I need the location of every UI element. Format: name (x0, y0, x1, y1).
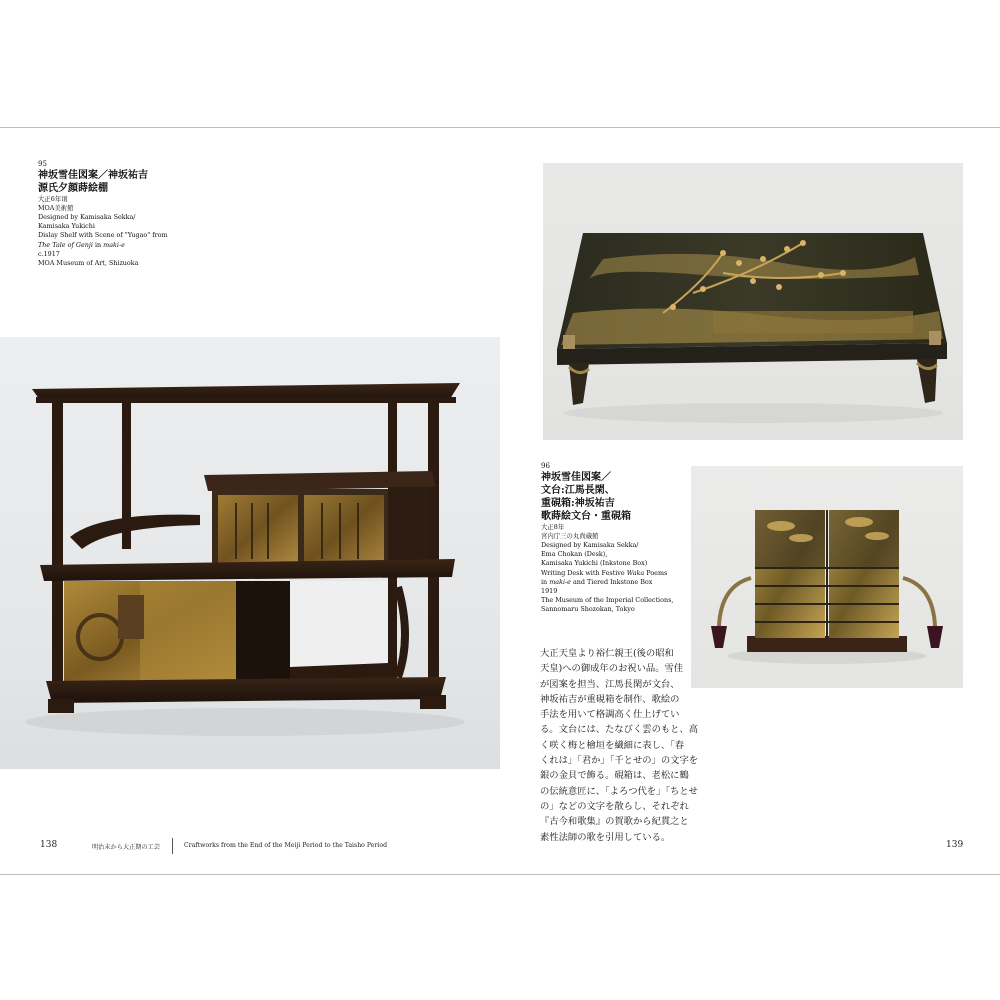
designer-line1: Designed by Kamisaka Sekka/ (38, 213, 136, 222)
body-line: 素性法師の歌を引用している。 (540, 831, 671, 843)
body-line: の」などの文字を散らし、それぞれ (540, 800, 689, 812)
inkstone-box-photo (691, 466, 963, 688)
body-line: く咲く梅と檜垣を繊細に表し、「春 (540, 739, 685, 751)
title-en-line1: Dislay Shelf with Scene of "Yugao" from (38, 231, 168, 240)
body-line: 神坂祐吉が重硯箱を制作、歌絵の (540, 693, 680, 705)
title-jp-line4: 歌蒔絵文台・重硯箱 (541, 511, 631, 523)
writing-desk-illustration (543, 163, 963, 440)
left-page-number: 138 (40, 840, 58, 850)
owner-jp: MOA美術館 (38, 204, 74, 213)
title-jp-line2: 源氏夕顔蒔絵棚 (38, 183, 108, 195)
display-shelf-photo (0, 337, 500, 769)
date-en: 1919 (541, 586, 558, 595)
title-jp-line3: 重硯箱:神坂祐吉 (541, 498, 615, 510)
item-number: 95 (38, 160, 47, 168)
date-jp: 大正8年 (541, 523, 565, 532)
body-line: の伝統意匠に、「よろつ代を」「ちとせ (540, 785, 698, 797)
running-head-en: Craftworks from the End of the Meiji Period to the Taisho Period (184, 842, 388, 849)
right-page-number: 139 (946, 840, 964, 850)
writing-desk-photo (543, 163, 963, 440)
running-head-divider (172, 838, 173, 854)
title-jp-line1: 神坂雪佳図案／神坂祐吉 (38, 170, 148, 182)
inkstone-box-illustration (691, 466, 963, 688)
designer-line3: Kamisaka Yukichi (Inkstone Box) (541, 559, 648, 568)
designer-line1: Designed by Kamisaka Sekka/ (541, 541, 639, 550)
body-line: る。文台には、たなびく雲のもと、高 (540, 724, 699, 736)
running-head-jp: 明治末から大正期の工芸 (92, 844, 161, 851)
owner-en: MOA Museum of Art, Shizuoka (38, 258, 139, 267)
owner-en-line2: Sannomaru Shozokan, Tokyo (541, 604, 635, 613)
display-shelf-illustration (0, 337, 500, 769)
title-en-line2: The Tale of Genji in maki-e (38, 240, 125, 249)
item-number: 96 (541, 462, 550, 470)
caption-95 (38, 160, 168, 268)
date-jp: 大正6年頃 (38, 195, 68, 204)
body-line: 手法を用いて格調高く仕上げてい (540, 709, 680, 721)
owner-en-line1: The Museum of the Imperial Collections, (541, 595, 674, 604)
body-line: が図案を担当、江馬長閑が文台、 (540, 678, 680, 690)
caption-96 (541, 462, 673, 614)
body-line: 大正天皇より裕仁親王(後の昭和 (540, 648, 674, 659)
body-line: 銀の金貝で飾る。硯箱は、老松に鶴 (540, 770, 689, 782)
title-en-line1: Writing Desk with Festive Waka Poems (541, 568, 668, 577)
body-line: 天皇)への御成年のお祝い品。雪佳 (540, 663, 684, 675)
title-jp-line2: 文台:江馬長閑、 (541, 485, 615, 497)
title-en-line2: in maki-e and Tiered Inkstone Box (541, 577, 653, 586)
title-jp-line1: 神坂雪佳図案／ (541, 472, 611, 484)
body-paragraph (540, 646, 699, 845)
designer-line2: Ema Chokan (Desk), (541, 550, 608, 559)
owner-jp: 宮内庁三の丸尚蔵館 (541, 532, 599, 541)
body-line: 『古今和歌集』の賀歌から紀貫之と (540, 816, 689, 828)
date-en: c.1917 (38, 249, 60, 258)
body-line: くれは」「君か」「千とせの」の文字を (540, 755, 699, 767)
designer-line2: Kamisaka Yukichi (38, 222, 95, 231)
